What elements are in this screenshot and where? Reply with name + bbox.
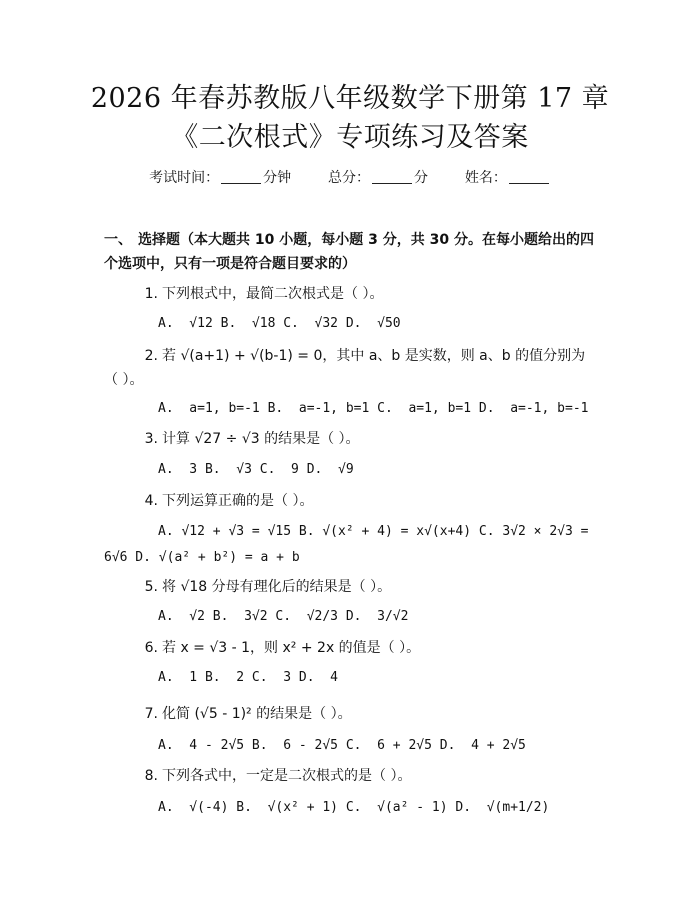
question-text: 下列根式中，最简二次根式是（ ）。 [162, 286, 384, 302]
question-4 [104, 490, 598, 512]
name-label: 姓名： [464, 170, 507, 186]
question-text: 计算 √27 ÷ √3 的结果是（ ）。 [162, 431, 360, 447]
exam-time-unit: 分钟 [263, 170, 292, 186]
section-number: 一、 [104, 232, 132, 248]
question-2 [104, 344, 598, 392]
question-7 [104, 703, 598, 725]
question-4-options: A. √12 + √3 = √15 B. √(x² + 4) = x√(x+4) C. 3√2 × 2√3 = 6√6 D. √(a² + b²) = a + b [104, 524, 589, 565]
question-number: 3. [144, 431, 158, 447]
total-score-label: 总分： [328, 170, 370, 186]
question-number: 7. [144, 706, 158, 722]
question-text: 化简 (√5 - 1)² 的结果是（ ）。 [162, 706, 352, 722]
question-3-options: A. 3 B. √3 C. 9 D. √9 [158, 462, 354, 477]
question-text: 下列运算正确的是（ ）。 [162, 493, 314, 509]
question-number: 5. [144, 579, 158, 595]
section-title: 选择题（本大题共 10 小题，每小题 3 分，共 30 分。在每小题给出的四个选项中，只有一项是符合题目要求的） [104, 232, 594, 272]
document-title-line1: 2026 年春苏教版八年级数学下册第 17 章 [90, 83, 610, 114]
name-blank[interactable] [509, 169, 549, 184]
exam-info-line [0, 168, 700, 188]
question-6-options: A. 1 B. 2 C. 3 D. 4 [158, 670, 339, 685]
question-text: 若 x = √3 - 1，则 x² + 2x 的值是（ ）。 [162, 640, 421, 656]
question-number: 8. [144, 768, 158, 784]
question-3 [104, 428, 598, 450]
question-7-options: A. 4 - 2√5 B. 6 - 2√5 C. 6 + 2√5 D. 4 + 2√5 [158, 738, 526, 753]
question-text: 将 √18 分母有理化后的结果是（ ）。 [162, 579, 392, 595]
total-score-blank[interactable] [372, 169, 412, 184]
question-5 [104, 576, 598, 598]
question-number: 2. [144, 348, 158, 364]
question-text: 若 √(a+1) + √(b-1) = 0，其中 a、b 是实数，则 a、b 的值分别为（ ）。 [104, 348, 586, 388]
exam-time-label: 考试时间： [149, 170, 220, 186]
question-8 [104, 765, 598, 787]
question-number: 6. [144, 640, 158, 656]
exam-time-blank[interactable] [221, 169, 261, 184]
question-number: 4. [144, 493, 158, 509]
question-number: 1. [144, 286, 158, 302]
question-1-options: A. √12 B. √18 C. √32 D. √50 [158, 316, 401, 331]
total-score-unit: 分 [414, 170, 428, 186]
question-1 [104, 283, 598, 305]
section-heading [104, 228, 604, 276]
question-6 [104, 637, 598, 659]
document-title-line2: 《二次根式》专项练习及答案 [171, 122, 529, 153]
question-text: 下列各式中，一定是二次根式的是（ ）。 [162, 768, 412, 784]
question-2-options: A. a=1, b=-1 B. a=-1, b=1 C. a=1, b=1 D. a=-1, b=-1 [158, 401, 589, 416]
question-8-options: A. √(-4) B. √(x² + 1) C. √(a² - 1) D. √(m+1/2) [158, 800, 550, 815]
question-5-options: A. √2 B. 3√2 C. √2/3 D. 3/√2 [158, 609, 409, 624]
